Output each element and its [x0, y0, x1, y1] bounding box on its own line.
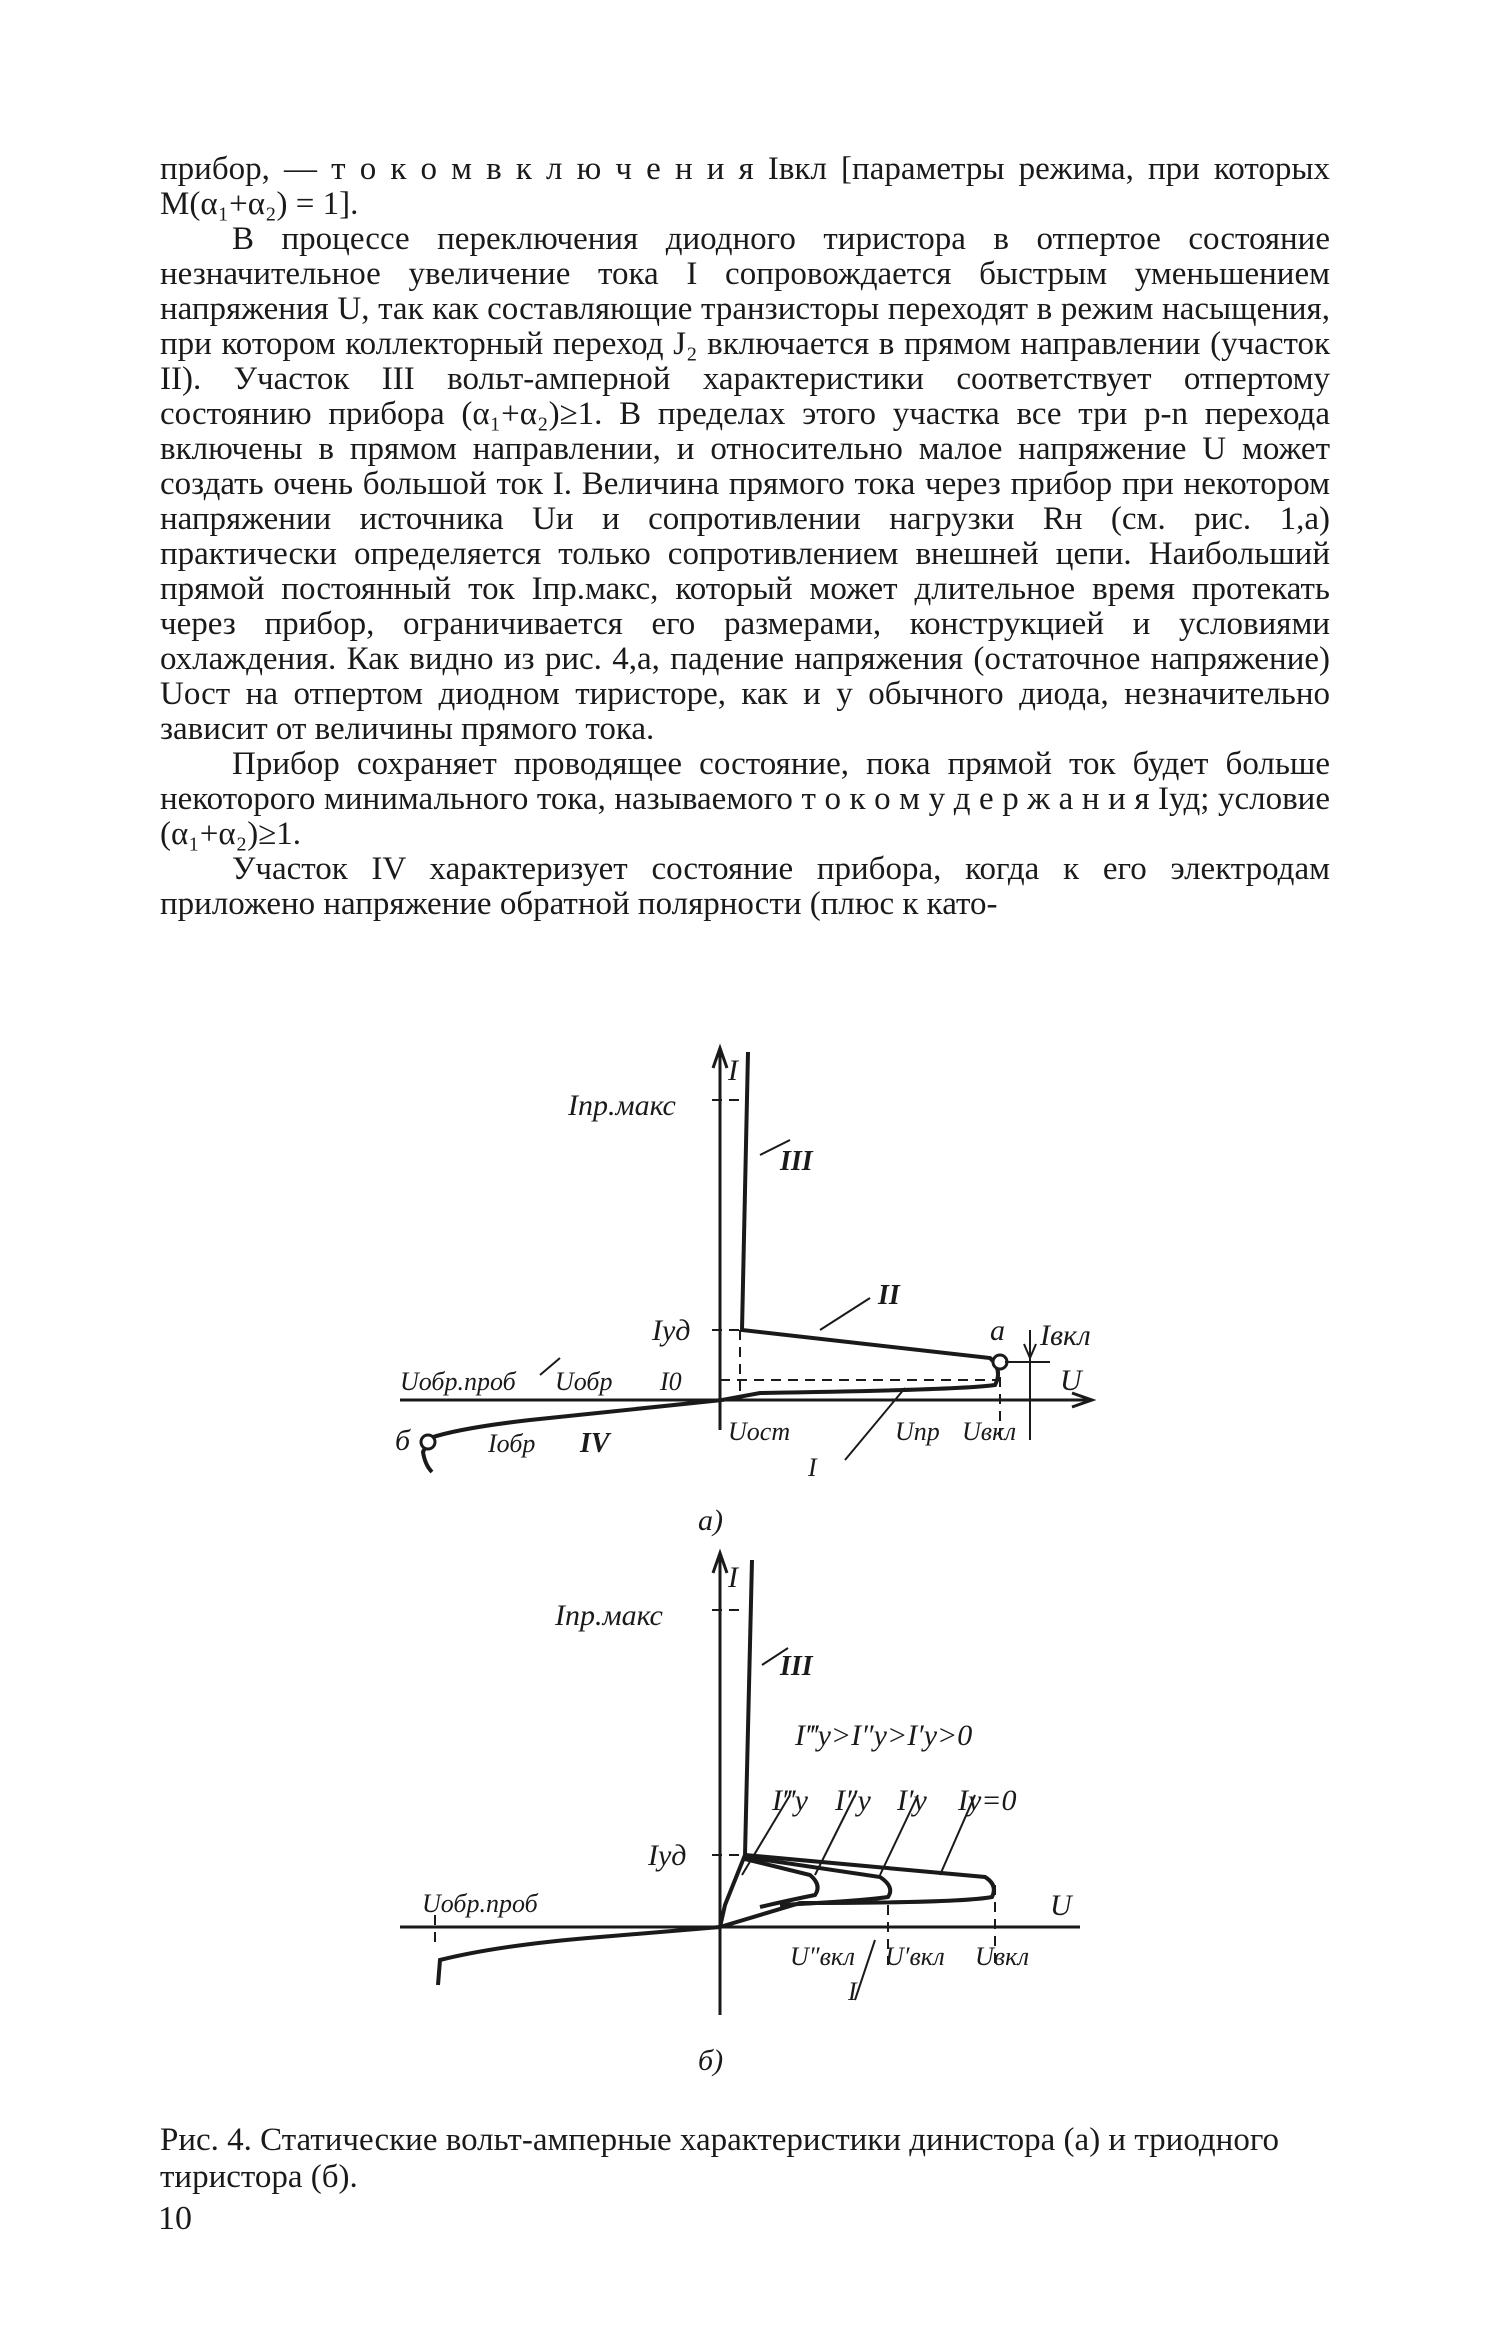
vac-curve-b-main	[720, 1560, 752, 1927]
label-seg-1: I	[808, 1453, 817, 1482]
label-i-pr-max: Iпр.макс	[568, 1089, 676, 1122]
label-u-pr: Uпр	[895, 1417, 940, 1446]
label-seg-1-b: I	[848, 1977, 857, 2006]
paragraph-4: Участок IV характеризует состояние прибора, когда к его электродам приложено напряжение обратной полярности (плюс к като-	[160, 851, 1330, 922]
label-sublabel-a: а)	[698, 1504, 723, 1537]
label-u-obr-prob: Uобр.проб	[400, 1367, 516, 1396]
label-u-vkl: Uвкл	[962, 1417, 1017, 1446]
vac-curve-a	[423, 1052, 998, 1472]
vac-curve-b-iy0	[720, 1855, 994, 1927]
label-point-b: б	[395, 1424, 411, 1457]
leader-2	[820, 1298, 870, 1330]
label-sublabel-b: б)	[698, 2044, 724, 2077]
label-u-axis-b: U	[1050, 1889, 1072, 1922]
page-number: 10	[158, 2200, 192, 2237]
label-i0: I0	[660, 1367, 682, 1396]
label-i-vkl: Iвкл	[1040, 1319, 1091, 1352]
label-u-obr-prob-b: Uобр.проб	[422, 1889, 538, 1918]
label-i-pr-max-b: Iпр.макс	[555, 1599, 663, 1632]
label-i-axis-b: I	[728, 1561, 738, 1594]
label-seg-3-b: III	[780, 1651, 813, 1682]
label-u-obr: Uобр	[555, 1367, 613, 1396]
paragraph-2: В процессе переключения диодного тиристора в отпертое состояние незначительное увеличение тока I сопровождается быстрым уменьшением напряжения U, так как составляющие транзисторы переходят в режим насыщения, при котором коллекторный переход J₂ включается в прямом направлении (участок II). Участок III вольт-амперной характеристики соответствует отпертому состоянию прибора (α₁+α₂)≥1. В пределах этого участка все три p-n перехода включены в прямом направлении, и относительно малое напряжение U может создать очень большой ток I. Величина прямого тока через прибор при некотором напряжении источника Uи и сопротивлении нагрузки Rн (см. рис. 1,а) практически определяется только сопротивлением внешней цепи. Наибольший прямой постоянный ток Iпр.макс, который может длительное время протекать через прибор, ограничивается его размерами, конструкцией и условиями охлаждения. Как видно из рис. 4,а, падение напряжения (остаточное напряжение) Uост на отпертом диодном тиристоре, как и у обычного диода, незначительно зависит от величины прямого тока.	[160, 221, 1330, 747]
figure-a	[0, 1040, 1488, 1570]
label-iy3: I‴у	[772, 1784, 808, 1817]
figure-b	[0, 1545, 1488, 2115]
label-u-vkl-b: Uвкл	[975, 1942, 1030, 1971]
label-seg-4: IV	[580, 1428, 610, 1459]
body-text	[160, 152, 1330, 922]
paragraph-1: прибор, — т о к о м в к л ю ч е н и я Iвкл [параметры режима, при которых M(α₁+α₂) = 1].	[160, 151, 1330, 222]
label-seg-3: III	[780, 1146, 813, 1177]
label-u-vkl1: U′вкл	[885, 1942, 945, 1971]
label-i-obr: Iобр	[488, 1429, 536, 1458]
label-point-a: а	[990, 1314, 1005, 1347]
label-u-vkl2: U″вкл	[790, 1942, 855, 1971]
label-u-axis: U	[1060, 1364, 1082, 1397]
label-i-axis: I	[728, 1054, 738, 1087]
point-b-marker	[421, 1435, 435, 1449]
paragraph-3: Прибор сохраняет проводящее состояние, пока прямой ток будет больше некоторого минимального тока, называемого т о к о м у д е р ж а н и я Iуд; условие (α₁+α₂)≥1.	[160, 746, 1330, 852]
label-iy1: I′у	[897, 1784, 927, 1817]
leader-1-b	[855, 1940, 875, 2000]
point-a-marker	[993, 1355, 1007, 1369]
figure-caption: Рис. 4. Статические вольт-амперные характеристики динистора (а) и триодного тиристора (б).	[160, 2122, 1280, 2195]
label-inequality: I‴у>I″у>I′у>0	[795, 1719, 973, 1752]
label-u-ost: Uост	[728, 1417, 791, 1446]
label-seg-2: II	[878, 1280, 900, 1311]
label-iy2: I″у	[835, 1784, 871, 1817]
label-iy0: Iу=0	[958, 1784, 1017, 1817]
vac-curve-b-reverse	[438, 1927, 720, 1985]
label-i-ud-b: Iуд	[648, 1839, 687, 1872]
label-i-ud: Iуд	[652, 1314, 691, 1347]
